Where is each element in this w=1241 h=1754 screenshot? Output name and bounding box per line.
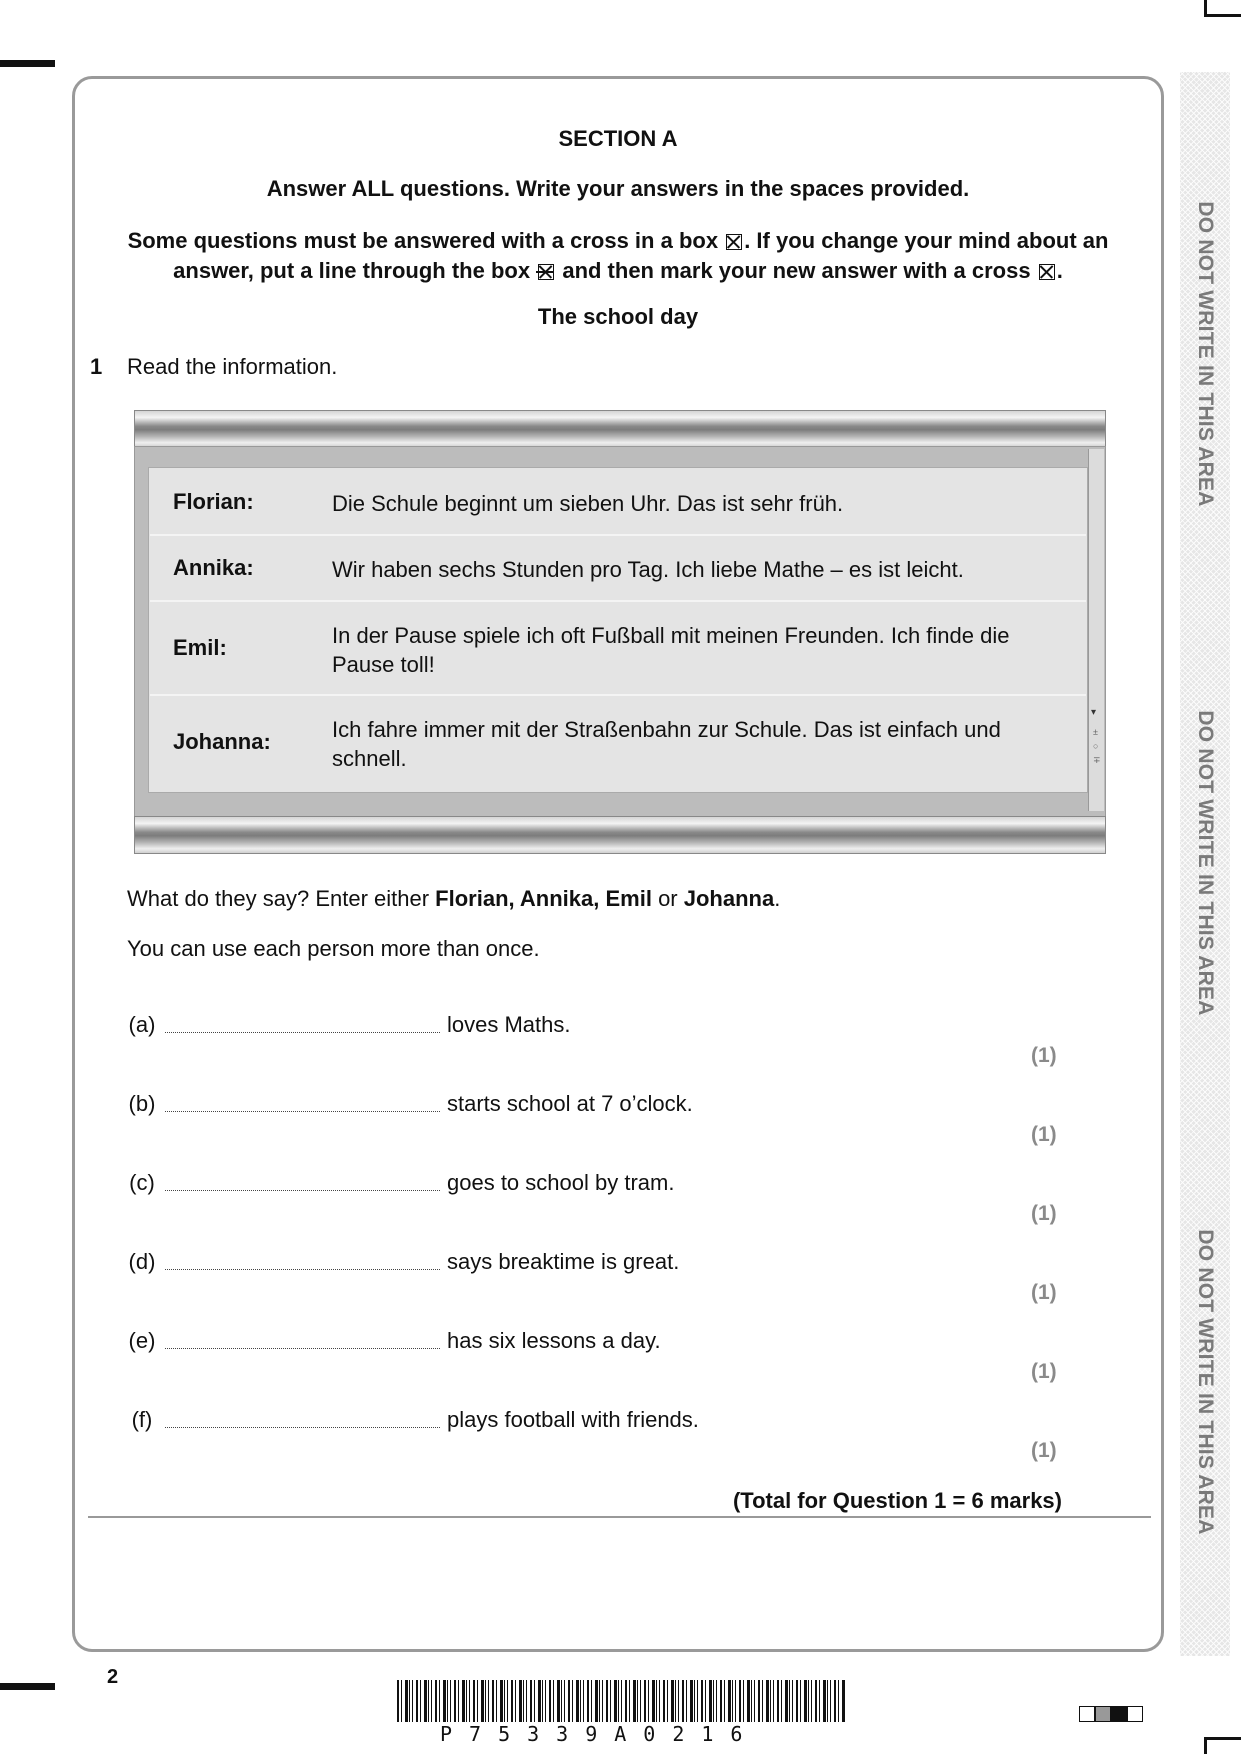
person-name: Johanna:	[173, 729, 271, 754]
answer-item-f	[0, 1407, 1241, 1467]
person-row-annika	[150, 536, 1086, 602]
prompt-end: .	[774, 886, 781, 911]
person-name: Annika:	[173, 555, 254, 580]
item-text: plays football with friends.	[447, 1407, 699, 1432]
person-name: Emil:	[173, 635, 227, 660]
question-total: (Total for Question 1 = 6 marks)	[732, 1488, 1062, 1513]
indicator-square	[1095, 1706, 1111, 1722]
answer-line-c[interactable]	[165, 1190, 440, 1191]
page-number: 2	[107, 1666, 119, 1688]
instruction-text-1: Some questions must be answered with a cross in a box	[127, 228, 719, 253]
crossed-box-icon	[1039, 264, 1055, 280]
scroll-glyph-icon: ○	[1093, 741, 1099, 751]
person-row-johanna	[150, 696, 1086, 792]
answer-item-a	[0, 1012, 1241, 1072]
item-mark: (1)	[1031, 1439, 1057, 1462]
instruction-cross-box	[72, 226, 1164, 286]
margin-warning-1: DO NOT WRITE IN THIS AREA	[1194, 201, 1217, 507]
person-row-florian	[150, 469, 1086, 536]
answer-item-e	[0, 1328, 1241, 1388]
question-divider	[88, 1516, 1151, 1518]
scroll-glyph-icon: ±	[1093, 727, 1098, 737]
indicator-square	[1079, 1706, 1095, 1722]
item-text: says breaktime is great.	[447, 1249, 680, 1274]
answer-line-b[interactable]	[165, 1111, 440, 1112]
item-text: starts school at 7 o’clock.	[447, 1091, 693, 1116]
person-statement: Ich fahre immer mit der Straßenbahn zur Schule. Das ist einfach und schnell.	[332, 717, 1001, 771]
registration-mark-bottom	[0, 1683, 55, 1690]
item-mark: (1)	[1031, 1360, 1057, 1383]
page-indicator-squares	[1079, 1706, 1143, 1722]
instruction-answer-all: Answer ALL questions. Write your answers in the spaces provided.	[266, 176, 970, 201]
instruction-text-2: . If you change your mind about an answer, put a line through the box	[173, 228, 1109, 283]
answer-line-e[interactable]	[165, 1348, 440, 1349]
scroll-down-icon: ▾	[1091, 707, 1097, 718]
item-label: (b)	[128, 1091, 156, 1116]
question-number: 1	[90, 354, 103, 379]
item-text: has six lessons a day.	[447, 1328, 661, 1353]
topic-title: The school day	[537, 304, 699, 329]
answer-item-d	[0, 1249, 1241, 1309]
item-label: (a)	[128, 1012, 156, 1037]
person-statement: Wir haben sechs Stunden pro Tag. Ich liebe Mathe – es ist leicht.	[332, 557, 964, 582]
answer-line-d[interactable]	[165, 1269, 440, 1270]
section-title: SECTION A	[558, 126, 678, 151]
instruction-text-4: .	[1056, 258, 1063, 283]
person-name: Florian:	[173, 489, 254, 514]
item-label: (c)	[129, 1170, 155, 1195]
item-mark: (1)	[1031, 1281, 1057, 1304]
prompt-or: or	[651, 886, 684, 911]
person-row-emil	[150, 602, 1086, 696]
item-text: goes to school by tram.	[447, 1170, 675, 1195]
item-mark: (1)	[1031, 1123, 1057, 1146]
answer-item-c	[0, 1170, 1241, 1230]
window-scrollbar	[1088, 449, 1104, 811]
crossed-box-icon	[726, 234, 742, 250]
prompt-names: Florian, Annika, Emil	[435, 886, 652, 911]
item-mark: (1)	[1031, 1202, 1057, 1225]
person-statement: Die Schule beginnt um sieben Uhr. Das ist sehr früh.	[332, 491, 844, 516]
struck-crossed-box-icon	[538, 264, 554, 280]
scroll-roll-top	[134, 410, 1106, 448]
item-label: (d)	[128, 1249, 156, 1274]
prompt-what-do-they-say	[127, 886, 780, 912]
item-mark: (1)	[1031, 1044, 1057, 1067]
instruction-text-3: and then mark your new answer with a cross	[562, 258, 1031, 283]
prompt-text: What do they say? Enter either	[127, 886, 436, 911]
answer-item-b	[0, 1091, 1241, 1151]
indicator-square	[1127, 1706, 1143, 1722]
margin-warning-3: DO NOT WRITE IN THIS AREA	[1194, 1229, 1217, 1535]
prompt-reuse: You can use each person more than once.	[127, 936, 540, 961]
prompt-last-name: Johanna	[683, 886, 775, 911]
crop-mark-bottom-right	[1204, 1737, 1241, 1754]
barcode	[397, 1680, 845, 1722]
item-label: (e)	[128, 1328, 156, 1353]
indicator-square	[1111, 1706, 1127, 1722]
crop-mark-top-right	[1204, 0, 1241, 17]
item-text: loves Maths.	[447, 1012, 571, 1037]
answer-line-f[interactable]	[165, 1427, 440, 1428]
item-label: (f)	[131, 1407, 153, 1432]
question-text: Read the information.	[127, 354, 338, 379]
answer-line-a[interactable]	[165, 1032, 440, 1033]
barcode-text: P75339A0216	[440, 1722, 760, 1746]
scroll-roll-bottom	[134, 816, 1106, 854]
scroll-glyph-icon: ∓	[1093, 755, 1101, 765]
registration-mark-top	[0, 60, 55, 67]
margin-warning-2: DO NOT WRITE IN THIS AREA	[1194, 710, 1217, 1016]
person-statement: In der Pause spiele ich oft Fußball mit meinen Freunden. Ich finde die Pause toll!	[332, 623, 1010, 677]
